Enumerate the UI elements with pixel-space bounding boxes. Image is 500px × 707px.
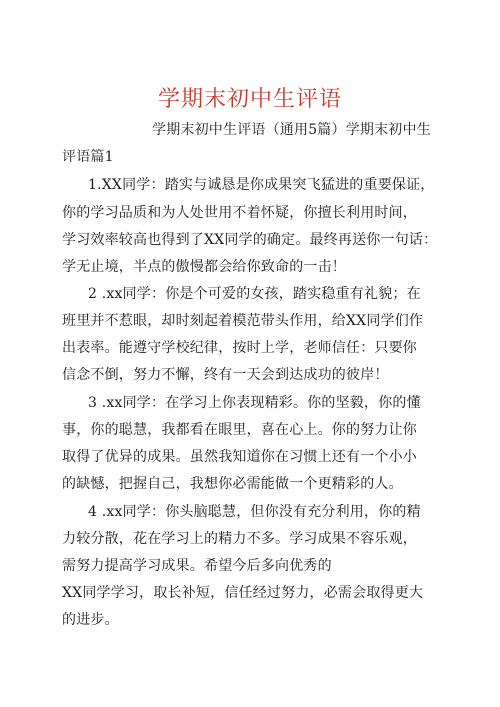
paragraph-line: 事，你的聪慧，我都看在眼里，喜在心上。你的努力让你	[62, 422, 417, 438]
paragraph-line: 信念不倒，努力不懈，终有一天会到达成功的彼岸！	[62, 367, 389, 383]
paragraph-line: 你的学习品质和为人处世用不着怀疑，你擅长利用时间，	[62, 205, 417, 221]
paragraph-line: 1.XX同学：踏实与诚恳是你成果突飞猛进的重要保证，	[88, 177, 435, 193]
paragraph-line: 2 .xx同学：你是个可爱的女孩，踏实稳重有礼貌；在	[88, 286, 421, 302]
paragraph-line: 4 .xx同学：你头脑聪慧，但你没有充分利用，你的精	[88, 504, 421, 520]
paragraph-line: 评语篇1	[62, 149, 114, 165]
paragraph-line: 学无止境，半点的傲慢都会给你致命的一击！	[62, 259, 346, 275]
paragraph-line: 班里并不惹眼，却时刻起着模范带头作用，给XX同学们作	[62, 313, 424, 329]
paragraph-line: 取得了优异的成果。虽然我知道你在习惯上还有一个小小	[62, 449, 417, 465]
paragraph-line: 需努力提高学习成果。希望今后多向优秀的	[62, 558, 332, 574]
paragraph-line: 的进步。	[62, 612, 119, 628]
paragraph-line: 学期末初中生评语（通用5篇）学期末初中生	[152, 122, 431, 138]
paragraph-line: 力较分散，花在学习上的精力不多。学习成果不容乐观，	[62, 531, 417, 547]
paragraph-line: XX同学学习，取长补短，信任经过努力，必需会取得更大	[62, 585, 424, 601]
paragraph-line: 出表率。能遵守学校纪律，按时上学，老师信任：只要你	[62, 340, 417, 356]
paragraph-line: 学习效率较高也得到了XX同学的确定。最终再送你一句话：	[62, 232, 438, 248]
paragraph-line: 的缺憾，把握自己，我想你必需能做一个更精彩的人。	[62, 476, 403, 492]
document-title: 学期末初中生评语	[157, 87, 342, 112]
paragraph-line: 3 .xx同学：在学习上你表现精彩。你的坚毅，你的懂	[88, 395, 421, 411]
